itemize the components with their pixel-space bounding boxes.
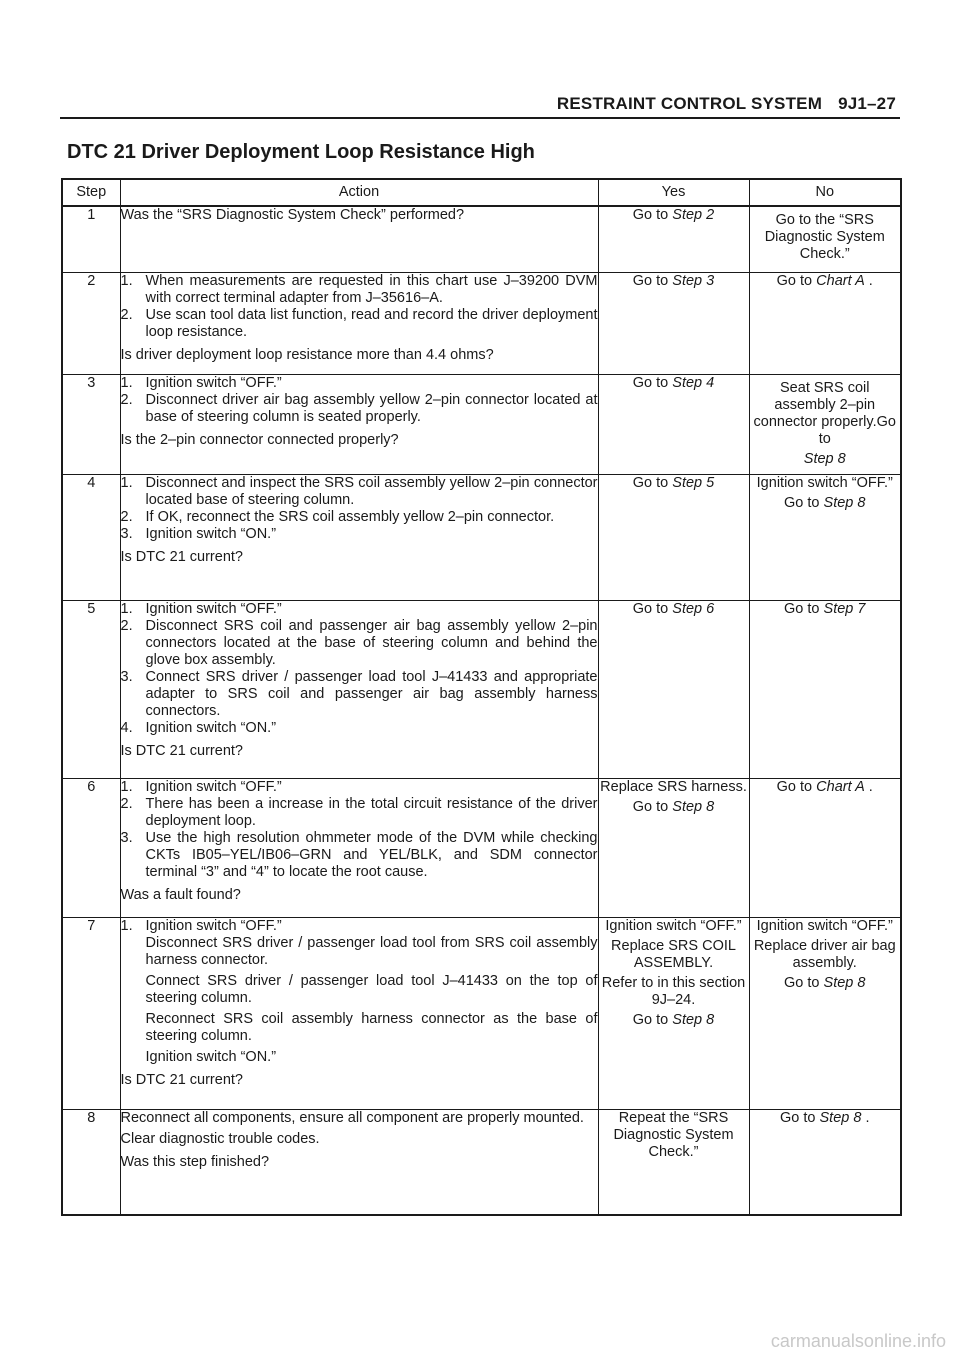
substep-number: 1. [120, 600, 133, 617]
page-title: DTC 21 Driver Deployment Loop Resistance High [67, 141, 535, 163]
substep-list [121, 918, 598, 935]
yes-cell [598, 917, 749, 1109]
substep-item [121, 779, 598, 796]
action-question: Was a fault found? [120, 886, 241, 903]
goto-target: Step 7 [823, 600, 866, 617]
action-cell [120, 272, 598, 374]
substep-number: 1. [120, 778, 133, 795]
goto-suffix: . [861, 1109, 870, 1126]
substep-item [121, 375, 598, 392]
yes-cell [598, 374, 749, 474]
goto-target: Step 8 [823, 494, 866, 511]
action-question: Is the 2–pin connector connected properly? [120, 431, 399, 448]
substep-number: 1. [120, 272, 133, 289]
substep-number: 2. [120, 795, 133, 812]
yes-text: Refer to in this section 9J–24. [601, 974, 746, 1008]
substep-text: Ignition switch “OFF.” [145, 778, 282, 795]
action-cell [120, 474, 598, 600]
substep-item [121, 475, 598, 509]
step-number: 4 [62, 474, 120, 600]
yes-goto [599, 601, 749, 618]
no-goto [750, 1110, 901, 1127]
yes-goto [599, 273, 749, 290]
substep-text: Disconnect driver air bag assembly yellow 2–pin connector located at base of steering column is seated properly. [145, 391, 598, 425]
goto-target: Chart A [816, 272, 865, 289]
table-body [62, 206, 901, 1215]
yes-text: Repeat the “SRS Diagnostic System Check.” [613, 1109, 734, 1160]
substep-number: 3. [120, 525, 133, 542]
no-cell [749, 1109, 901, 1215]
goto-prefix: Go to [780, 1109, 820, 1126]
section-title: RESTRAINT CONTROL SYSTEM [556, 94, 823, 113]
step-number: 8 [62, 1109, 120, 1215]
goto-prefix: Go to [784, 974, 824, 991]
action-intro: Was the “SRS Diagnostic System Check” performed? [120, 207, 465, 223]
no-cell [749, 206, 901, 272]
substep-number: 1. [120, 917, 133, 934]
table-row [62, 374, 901, 474]
goto-target: Step 8 [672, 798, 715, 815]
substep-text: There has been a increase in the total circuit resistance of the driver deployment loop. [145, 795, 598, 829]
step-number: 3 [62, 374, 120, 474]
goto-target: Step 8 [672, 1011, 715, 1028]
no-goto [750, 601, 901, 618]
no-text: Ignition switch “OFF.” [756, 917, 893, 934]
goto-prefix: Go to [632, 474, 673, 491]
goto-prefix: Go to [632, 600, 673, 617]
substep-item [121, 392, 598, 426]
substep-text: If OK, reconnect the SRS coil assembly yellow 2–pin connector. [145, 508, 555, 525]
no-text: Replace driver air bag assembly. [753, 937, 896, 971]
yes-cell [598, 600, 749, 778]
goto-target: Step 2 [672, 207, 715, 223]
substep-continuation: Connect SRS driver / passenger load tool J–41433 on the top of steering column. [145, 972, 598, 1006]
table-row [62, 600, 901, 778]
yes-text: Replace SRS harness. [600, 778, 747, 795]
substep-text: Ignition switch “ON.” [145, 719, 277, 736]
no-cell [749, 374, 901, 474]
no-cell [749, 600, 901, 778]
yes-goto [599, 1012, 749, 1029]
action-question: Was this step finished? [120, 1153, 270, 1170]
no-cell [749, 272, 901, 374]
substep-text: Use the high resolution ohmmeter mode of the DVM while checking CKTs IB05–YEL/IB06–GRN and YEL/BLK, and SDM connector terminal “3” and “4” to locate the root cause. [145, 829, 598, 880]
goto-target: Step 8 [803, 450, 846, 467]
substep-number: 2. [120, 306, 133, 323]
step-number: 7 [62, 917, 120, 1109]
substep-item [121, 601, 598, 618]
header-yes: Yes [598, 179, 749, 206]
action-paragraph: Reconnect all components, ensure all component are properly mounted. [120, 1109, 584, 1126]
action-cell [120, 206, 598, 272]
goto-target: Step 5 [672, 474, 715, 491]
no-cell [749, 778, 901, 917]
no-goto [750, 273, 901, 290]
substep-number: 1. [120, 374, 133, 391]
step-number: 2 [62, 272, 120, 374]
substep-item [121, 830, 598, 881]
table-row [62, 778, 901, 917]
yes-goto [599, 799, 749, 816]
goto-target: Step 8 [823, 974, 866, 991]
substep-list [121, 601, 598, 737]
substep-text: Ignition switch “ON.” [145, 525, 277, 542]
header-step: Step [62, 179, 120, 206]
goto-prefix: Go to [632, 374, 673, 391]
substep-item [121, 918, 598, 935]
yes-cell [598, 474, 749, 600]
substep-number: 1. [120, 474, 133, 491]
substep-text: Connect SRS driver / passenger load tool J–41433 and appropriate adapter to SRS coil and passenger air bag assembly harness connectors. [145, 668, 598, 719]
substep-number: 3. [120, 829, 133, 846]
no-cell [749, 917, 901, 1109]
yes-goto [599, 475, 749, 492]
goto-prefix: Go to [776, 272, 817, 289]
goto-prefix: Go to [632, 1011, 673, 1028]
substep-item [121, 273, 598, 307]
substep-text: Ignition switch “OFF.” [145, 917, 282, 934]
action-cell [120, 374, 598, 474]
action-paragraph: Clear diagnostic trouble codes. [120, 1130, 320, 1147]
step-number: 1 [62, 206, 120, 272]
yes-cell [598, 778, 749, 917]
no-goto [750, 451, 901, 468]
step-number: 5 [62, 600, 120, 778]
yes-goto [599, 207, 749, 224]
action-question: Is driver deployment loop resistance more than 4.4 ohms? [120, 346, 494, 363]
action-cell [120, 1109, 598, 1215]
substep-number: 4. [120, 719, 133, 736]
header-action: Action [120, 179, 598, 206]
goto-prefix: Go to [784, 600, 824, 617]
goto-suffix: . [864, 778, 873, 795]
goto-prefix: Go to [632, 272, 673, 289]
substep-item [121, 307, 598, 341]
substep-item [121, 526, 598, 543]
watermark: carmanualsonline.info [770, 1331, 946, 1351]
action-cell [120, 778, 598, 917]
table-row [62, 917, 901, 1109]
substep-item [121, 509, 598, 526]
no-text: Ignition switch “OFF.” [756, 474, 893, 491]
action-cell [120, 600, 598, 778]
substep-item [121, 669, 598, 720]
table-row [62, 206, 901, 272]
action-question: Is DTC 21 current? [120, 548, 243, 565]
substep-continuation: Reconnect SRS coil assembly harness connector as the base of steering column. [145, 1010, 598, 1044]
substep-text: Disconnect SRS coil and passenger air bag assembly yellow 2–pin connectors located at the base of steering column and behind the glove box assembly. [145, 617, 598, 668]
substep-text: When measurements are requested in this chart use J–39200 DVM with correct terminal adapter from J–35616–A. [145, 272, 598, 306]
substep-list [121, 779, 598, 881]
substep-list [121, 475, 598, 543]
yes-text: Replace SRS COIL ASSEMBLY. [611, 937, 736, 971]
goto-prefix: Go to [776, 778, 817, 795]
table-row [62, 1109, 901, 1215]
goto-suffix: . [864, 272, 873, 289]
header-no: No [749, 179, 901, 206]
step-number: 6 [62, 778, 120, 917]
action-question: Is DTC 21 current? [120, 742, 243, 759]
table-row [62, 272, 901, 374]
no-goto [750, 975, 901, 992]
substep-text: Disconnect and inspect the SRS coil assembly yellow 2–pin connector located base of steering column. [145, 474, 598, 508]
goto-target: Step 8 [819, 1109, 862, 1126]
no-goto [750, 495, 901, 512]
action-question: Is DTC 21 current? [120, 1071, 243, 1088]
yes-cell [598, 206, 749, 272]
substep-text: Ignition switch “OFF.” [145, 374, 282, 391]
substep-continuation: Ignition switch “ON.” [145, 1048, 277, 1065]
substep-number: 3. [120, 668, 133, 685]
goto-target: Step 6 [672, 600, 715, 617]
substep-text: Ignition switch “OFF.” [145, 600, 282, 617]
substep-continuation: Disconnect SRS driver / passenger load tool from SRS coil assembly harness connector. [145, 934, 598, 968]
goto-prefix: Go to [632, 798, 673, 815]
running-header [557, 94, 896, 114]
substep-list [121, 273, 598, 341]
goto-target: Chart A [816, 778, 865, 795]
diagnostic-table [61, 178, 902, 1216]
yes-cell [598, 272, 749, 374]
page-number: 9J1–27 [838, 94, 896, 113]
substep-number: 2. [120, 617, 133, 634]
substep-number: 2. [120, 508, 133, 525]
goto-prefix: Go to [632, 207, 673, 223]
table-header-row [62, 179, 901, 206]
substep-text: Use scan tool data list function, read and record the driver deployment loop resistance. [145, 306, 598, 340]
substep-item [121, 618, 598, 669]
substep-item [121, 720, 598, 737]
substep-item [121, 796, 598, 830]
substep-number: 2. [120, 391, 133, 408]
no-text: Seat SRS coil assembly 2–pin connector properly.Go to [753, 379, 896, 447]
goto-target: Step 4 [672, 374, 715, 391]
no-text: Go to the “SRS Diagnostic System Check.” [764, 212, 885, 262]
header-rule [60, 117, 900, 119]
no-cell [749, 474, 901, 600]
no-goto [750, 779, 901, 796]
goto-target: Step 3 [672, 272, 715, 289]
table-row [62, 474, 901, 600]
action-cell [120, 917, 598, 1109]
yes-goto [599, 375, 749, 392]
substep-list [121, 375, 598, 426]
yes-cell [598, 1109, 749, 1215]
yes-text: Ignition switch “OFF.” [605, 917, 742, 934]
goto-prefix: Go to [784, 494, 824, 511]
